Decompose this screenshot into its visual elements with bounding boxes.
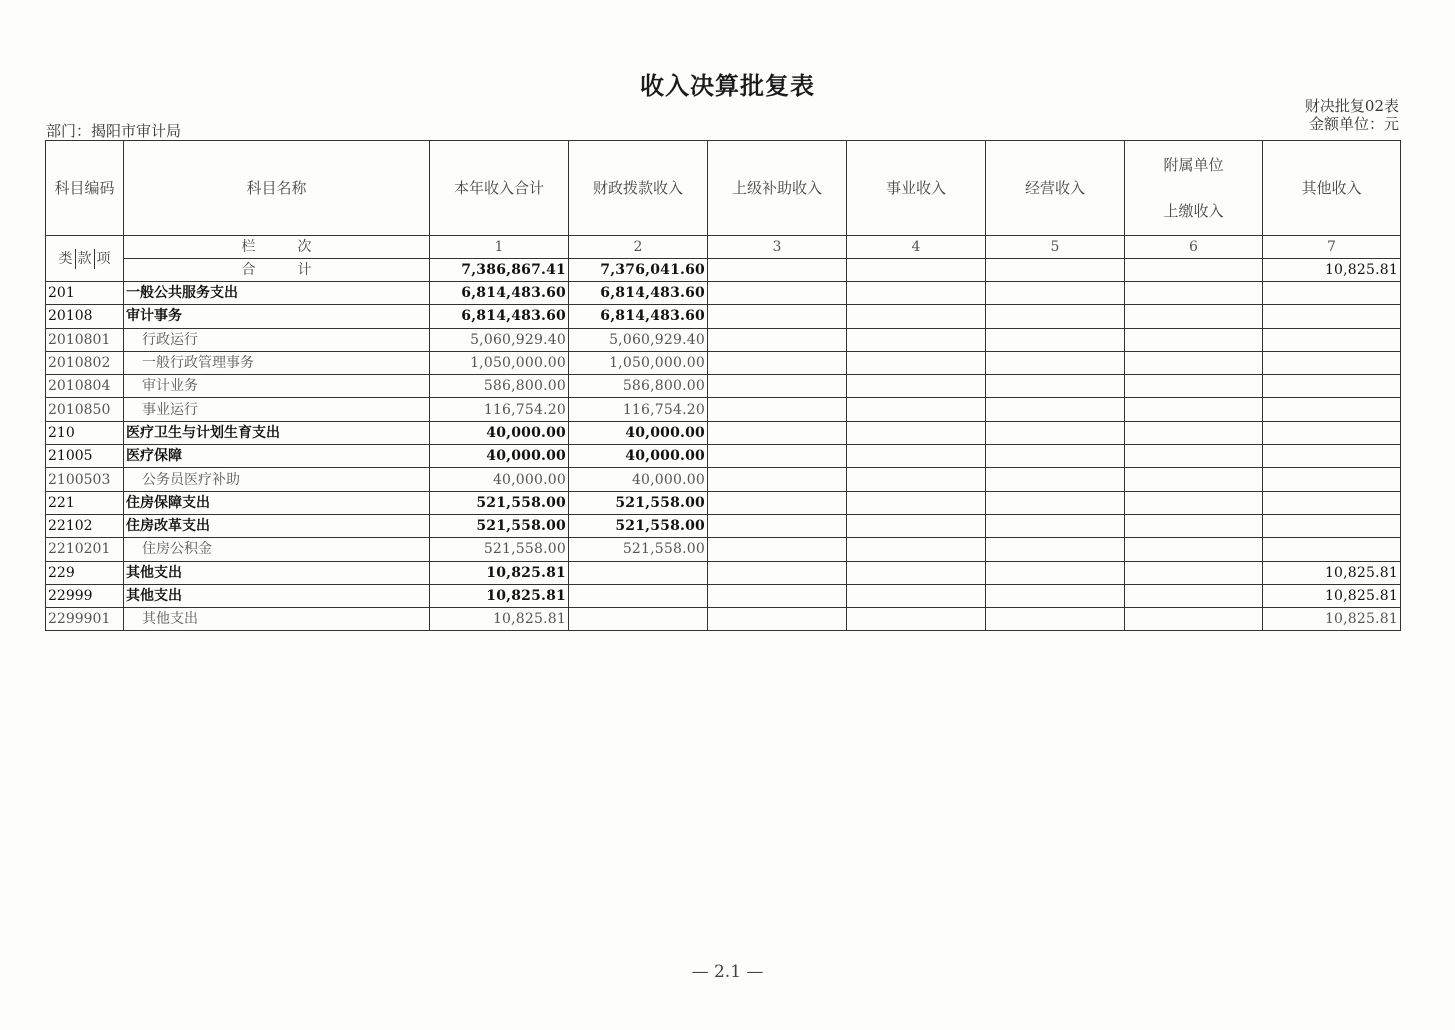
row-business	[847, 561, 986, 584]
row-business	[847, 608, 986, 631]
row-fiscal: 6,814,483.60	[569, 305, 708, 328]
col-num-5: 5	[986, 236, 1125, 259]
column-number-row	[46, 236, 1401, 259]
amount-unit: 金额单位：元	[1308, 115, 1399, 133]
row-business	[847, 584, 986, 607]
row-fiscal	[569, 561, 708, 584]
row-operating	[986, 561, 1125, 584]
row-business	[847, 328, 986, 351]
row-total: 40,000.00	[430, 445, 569, 468]
row-code: 2010802	[46, 351, 124, 374]
row-operating	[986, 538, 1125, 561]
row-operating	[986, 608, 1125, 631]
total-superior	[708, 259, 847, 282]
row-other	[1263, 328, 1401, 351]
row-operating	[986, 305, 1125, 328]
row-business	[847, 375, 986, 398]
header-affiliated	[1125, 141, 1263, 236]
row-operating	[986, 491, 1125, 514]
row-total: 10,825.81	[430, 608, 569, 631]
row-total: 10,825.81	[430, 561, 569, 584]
row-code: 2299901	[46, 608, 124, 631]
row-other	[1263, 282, 1401, 305]
row-total: 6,814,483.60	[430, 305, 569, 328]
row-name: 其他支出	[124, 561, 430, 584]
row-business	[847, 491, 986, 514]
lei-kuan-xiang-cell	[46, 236, 124, 282]
row-affiliated	[1125, 468, 1263, 491]
row-operating	[986, 282, 1125, 305]
lanci-label: 栏 次	[124, 236, 430, 259]
table-row	[46, 491, 1401, 514]
header-business: 事业收入	[847, 141, 986, 236]
row-fiscal: 521,558.00	[569, 538, 708, 561]
heji-label: 合 计	[124, 259, 430, 282]
row-name: 审计业务	[124, 375, 430, 398]
row-affiliated	[1125, 514, 1263, 537]
row-code: 2010801	[46, 328, 124, 351]
col-num-3: 3	[708, 236, 847, 259]
row-code: 2210201	[46, 538, 124, 561]
row-business	[847, 305, 986, 328]
row-fiscal: 116,754.20	[569, 398, 708, 421]
table-row	[46, 305, 1401, 328]
row-operating	[986, 398, 1125, 421]
row-name: 公务员医疗补助	[124, 468, 430, 491]
row-affiliated	[1125, 305, 1263, 328]
row-operating	[986, 445, 1125, 468]
row-fiscal: 521,558.00	[569, 491, 708, 514]
page-title: 收入决算批复表	[640, 72, 815, 100]
row-business	[847, 282, 986, 305]
total-row	[46, 259, 1401, 282]
row-superior	[708, 398, 847, 421]
row-affiliated	[1125, 491, 1263, 514]
table-row	[46, 584, 1401, 607]
row-fiscal: 40,000.00	[569, 445, 708, 468]
row-business	[847, 445, 986, 468]
row-superior	[708, 445, 847, 468]
row-affiliated	[1125, 584, 1263, 607]
row-business	[847, 538, 986, 561]
row-code: 2010850	[46, 398, 124, 421]
total-affiliated	[1125, 259, 1263, 282]
row-affiliated	[1125, 351, 1263, 374]
table-row	[46, 351, 1401, 374]
lei-label: 类	[58, 250, 73, 267]
header-code: 科目编码	[46, 141, 124, 236]
row-other	[1263, 538, 1401, 561]
row-other	[1263, 491, 1401, 514]
header-name: 科目名称	[124, 141, 430, 236]
total-other: 10,825.81	[1263, 259, 1401, 282]
table-row	[46, 398, 1401, 421]
table-row	[46, 445, 1401, 468]
row-total: 116,754.20	[430, 398, 569, 421]
row-affiliated	[1125, 398, 1263, 421]
row-superior	[708, 538, 847, 561]
row-total: 40,000.00	[430, 421, 569, 444]
row-code: 22999	[46, 584, 124, 607]
page-number: — 2.1 —	[691, 962, 764, 982]
row-business	[847, 468, 986, 491]
row-business	[847, 351, 986, 374]
table-row	[46, 514, 1401, 537]
row-fiscal	[569, 608, 708, 631]
income-table	[45, 140, 1401, 631]
row-total: 1,050,000.00	[430, 351, 569, 374]
col-num-6: 6	[1125, 236, 1263, 259]
table-row	[46, 421, 1401, 444]
row-superior	[708, 351, 847, 374]
row-superior	[708, 468, 847, 491]
header-fiscal: 财政拨款收入	[569, 141, 708, 236]
row-name: 其他支出	[124, 584, 430, 607]
row-total: 10,825.81	[430, 584, 569, 607]
row-fiscal: 5,060,929.40	[569, 328, 708, 351]
row-fiscal: 40,000.00	[569, 421, 708, 444]
row-superior	[708, 375, 847, 398]
row-affiliated	[1125, 375, 1263, 398]
table-row	[46, 282, 1401, 305]
row-affiliated	[1125, 608, 1263, 631]
table-row	[46, 608, 1401, 631]
form-id: 财决批复02表	[1304, 97, 1399, 115]
row-other	[1263, 514, 1401, 537]
row-name: 一般公共服务支出	[124, 282, 430, 305]
row-total: 521,558.00	[430, 514, 569, 537]
row-name: 医疗卫生与计划生育支出	[124, 421, 430, 444]
row-superior	[708, 491, 847, 514]
row-affiliated	[1125, 561, 1263, 584]
row-affiliated	[1125, 282, 1263, 305]
row-total: 6,814,483.60	[430, 282, 569, 305]
row-affiliated	[1125, 538, 1263, 561]
row-affiliated	[1125, 445, 1263, 468]
row-superior	[708, 421, 847, 444]
row-affiliated	[1125, 421, 1263, 444]
row-code: 229	[46, 561, 124, 584]
row-business	[847, 421, 986, 444]
row-superior	[708, 328, 847, 351]
row-total: 40,000.00	[430, 468, 569, 491]
form-info	[1305, 97, 1399, 133]
row-other: 10,825.81	[1263, 608, 1401, 631]
row-code: 21005	[46, 445, 124, 468]
row-name: 行政运行	[124, 328, 430, 351]
row-name: 住房改革支出	[124, 514, 430, 537]
row-other	[1263, 305, 1401, 328]
kuan-label: 款	[75, 249, 95, 269]
row-name: 事业运行	[124, 398, 430, 421]
row-name: 其他支出	[124, 608, 430, 631]
row-code: 201	[46, 282, 124, 305]
row-superior	[708, 305, 847, 328]
col-num-7: 7	[1263, 236, 1401, 259]
row-code: 22102	[46, 514, 124, 537]
department-label: 部门：揭阳市审计局	[46, 122, 182, 140]
row-superior	[708, 561, 847, 584]
row-other	[1263, 445, 1401, 468]
row-superior	[708, 514, 847, 537]
row-operating	[986, 351, 1125, 374]
row-total: 586,800.00	[430, 375, 569, 398]
total-operating	[986, 259, 1125, 282]
row-total: 5,060,929.40	[430, 328, 569, 351]
row-name: 医疗保障	[124, 445, 430, 468]
header-row	[46, 141, 1401, 236]
row-business	[847, 398, 986, 421]
row-other: 10,825.81	[1263, 584, 1401, 607]
row-code: 210	[46, 421, 124, 444]
table-row	[46, 375, 1401, 398]
table-row	[46, 468, 1401, 491]
row-name: 住房保障支出	[124, 491, 430, 514]
row-other	[1263, 375, 1401, 398]
header-total: 本年收入合计	[430, 141, 569, 236]
xiang-label: 项	[96, 250, 111, 267]
total-fiscal: 7,376,041.60	[569, 259, 708, 282]
row-fiscal: 586,800.00	[569, 375, 708, 398]
row-code: 20108	[46, 305, 124, 328]
table-row	[46, 328, 1401, 351]
col-num-2: 2	[569, 236, 708, 259]
row-fiscal: 521,558.00	[569, 514, 708, 537]
table-row	[46, 561, 1401, 584]
col-num-1: 1	[430, 236, 569, 259]
row-operating	[986, 514, 1125, 537]
total-total: 7,386,867.41	[430, 259, 569, 282]
table-row	[46, 538, 1401, 561]
row-code: 2010804	[46, 375, 124, 398]
header-other: 其他收入	[1263, 141, 1401, 236]
total-business	[847, 259, 986, 282]
row-fiscal: 40,000.00	[569, 468, 708, 491]
row-superior	[708, 584, 847, 607]
row-other	[1263, 398, 1401, 421]
row-superior	[708, 282, 847, 305]
row-business	[847, 514, 986, 537]
col-num-4: 4	[847, 236, 986, 259]
header-affiliated-line2: 上缴收入	[1163, 202, 1224, 220]
row-other	[1263, 421, 1401, 444]
row-name: 审计事务	[124, 305, 430, 328]
row-operating	[986, 421, 1125, 444]
row-total: 521,558.00	[430, 491, 569, 514]
row-total: 521,558.00	[430, 538, 569, 561]
row-name: 住房公积金	[124, 538, 430, 561]
row-other	[1263, 468, 1401, 491]
row-operating	[986, 584, 1125, 607]
row-fiscal: 6,814,483.60	[569, 282, 708, 305]
header-operating: 经营收入	[986, 141, 1125, 236]
row-code: 221	[46, 491, 124, 514]
row-fiscal: 1,050,000.00	[569, 351, 708, 374]
row-affiliated	[1125, 328, 1263, 351]
row-operating	[986, 375, 1125, 398]
row-superior	[708, 608, 847, 631]
row-operating	[986, 328, 1125, 351]
row-name: 一般行政管理事务	[124, 351, 430, 374]
row-operating	[986, 468, 1125, 491]
row-other: 10,825.81	[1263, 561, 1401, 584]
header-affiliated-line1: 附属单位	[1163, 156, 1224, 174]
row-code: 2100503	[46, 468, 124, 491]
header-superior: 上级补助收入	[708, 141, 847, 236]
row-fiscal	[569, 584, 708, 607]
row-other	[1263, 351, 1401, 374]
